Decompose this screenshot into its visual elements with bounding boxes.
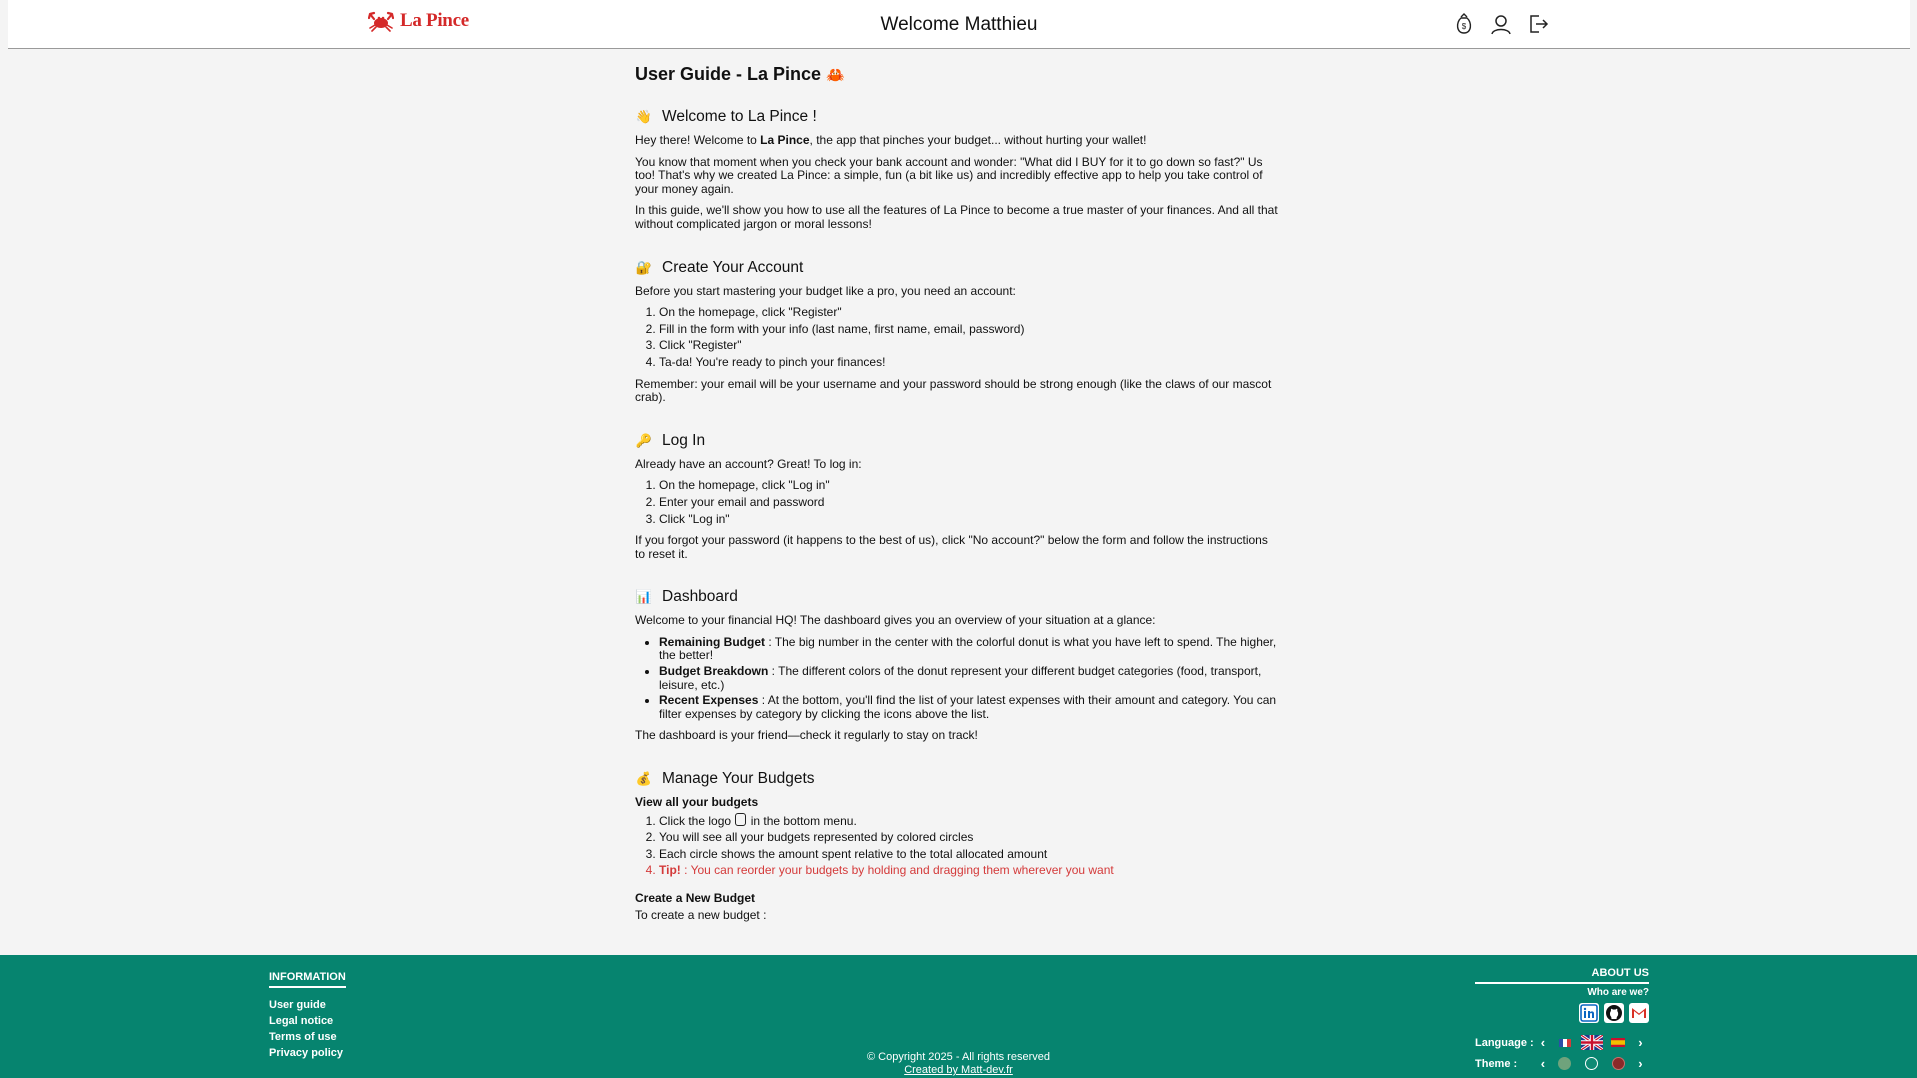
list-item: 1. On the homepage, click "Log in" [659, 479, 1280, 493]
chevron-left-icon[interactable]: ‹ [1540, 1056, 1546, 1071]
list-item: 2. Fill in the form with your info (last name, first name, email, password) [659, 323, 1280, 337]
section-welcome [635, 107, 1280, 232]
paragraph: Welcome to your financial HQ! The dashboard gives you an overview of your situation at a glance: [635, 613, 1156, 628]
footer-link-terms-of-use[interactable]: Terms of use [269, 1031, 337, 1043]
footer-about [1475, 967, 1649, 1074]
paragraph: If you forgot your password (it happens to the best of us), click "No account?" below the form and follow the instructions to reset it. [635, 533, 1268, 561]
language-label: Language : [1475, 1036, 1534, 1049]
theme-selector [1475, 1053, 1649, 1074]
footer-link-user-guide[interactable]: User guide [269, 999, 326, 1011]
footer [0, 955, 1917, 1078]
budget-logo-icon [735, 813, 746, 826]
section-heading: 🔑 Log In [635, 431, 706, 449]
paragraph: You know that moment when you check your bank account and wonder: "What did I BUY for it to go down so fast?" Us too! That's why we created La Pince: a simple, fun (a bit like us) and incredibly effective app to help you take control of your money again. [635, 154, 1263, 196]
footer-link-privacy-policy[interactable]: Privacy policy [269, 1047, 343, 1059]
theme-label: Theme : [1475, 1057, 1518, 1070]
section-heading: 🔐 Create Your Account [635, 258, 804, 276]
list-item: • Budget Breakdown : The different colors of the donut represent your different budget categories (food, transport, leisure, etc.) [659, 665, 1280, 692]
github-icon[interactable] [1604, 1003, 1624, 1023]
key-icon: 🔑 [635, 432, 653, 448]
steps-list [659, 813, 1280, 878]
section-log-in [635, 431, 1280, 562]
chart-icon: 📊 [635, 589, 653, 605]
list-item: 2. Enter your email and password [659, 496, 1280, 510]
user-guide-content [635, 62, 1280, 948]
section-heading: 💰 Manage Your Budgets [635, 770, 815, 788]
user-icon[interactable] [1490, 13, 1512, 35]
wave-icon: 👋 [635, 109, 653, 124]
list-item: 4. Ta-da! You're ready to pinch your finances! [659, 356, 1280, 370]
footer-information [269, 967, 346, 1061]
language-selector [1475, 1032, 1649, 1053]
welcome-title: Welcome Matthieu [880, 14, 1038, 35]
steps-list [659, 306, 1280, 369]
tip-item: 4. Tip! : You can reorder your budgets by holding and dragging them wherever you want [659, 864, 1280, 878]
flag-fr-icon[interactable] [1551, 1039, 1578, 1047]
list-item: • Remaining Budget : The big number in the center with the colorful donut is what you have left to spend. The higher, the better! [659, 636, 1280, 663]
copyright: © Copyright 2025 - All rights reserved Created by Matt-dev.fr [867, 1051, 1050, 1076]
bullet-list [659, 636, 1280, 722]
section-manage-budgets [635, 769, 1280, 922]
logo-text: La Pince [400, 10, 469, 31]
money-bag-emoji-icon: 💰 [635, 771, 653, 787]
subheading: Create a New Budget [635, 891, 756, 905]
flag-uk-icon[interactable] [1578, 1035, 1605, 1050]
list-item: 2. You will see all your budgets represented by colored circles [659, 831, 1280, 845]
steps-list [659, 479, 1280, 526]
money-bag-icon[interactable] [1453, 13, 1475, 35]
paragraph: Hey there! Welcome to La Pince, the app that pinches your budget... without hurting your wallet! [635, 133, 1147, 147]
section-heading: 👋 Welcome to La Pince ! [635, 108, 817, 125]
list-item: 1. On the homepage, click "Register" [659, 306, 1280, 320]
top-header [8, 0, 1910, 49]
chevron-right-icon[interactable]: › [1638, 1056, 1643, 1071]
flag-es-icon[interactable] [1605, 1038, 1632, 1047]
list-item: 3. Click "Log in" [659, 513, 1280, 527]
who-are-we-link[interactable]: Who are we? [1587, 987, 1649, 998]
gmail-icon[interactable] [1629, 1003, 1649, 1023]
crab-icon [368, 10, 394, 32]
logout-icon[interactable] [1527, 13, 1549, 35]
paragraph: In this guide, we'll show you how to use all the features of La Pince to become a true master of your finances. And all that without complicated jargon or moral lessons! [635, 203, 1278, 231]
linkedin-icon[interactable] [1579, 1003, 1599, 1023]
section-dashboard [635, 587, 1280, 743]
list-item: 3. Each circle shows the amount spent relative to the total allocated amount [659, 848, 1280, 862]
list-item: 1. Click the logo in the bottom menu. [659, 813, 1280, 829]
chevron-left-icon[interactable]: ‹ [1540, 1035, 1546, 1050]
lock-icon: 🔐 [635, 259, 653, 275]
about-title: ABOUT US [1475, 967, 1649, 984]
svg-text:$: $ [1461, 22, 1467, 31]
paragraph: Already have an account? Great! To log in: [635, 456, 862, 471]
paragraph: Remember: your email will be your username and your password should be strong enough (like the claws of our mascot crab). [635, 376, 1272, 405]
la-pince-logo[interactable] [368, 10, 469, 32]
paragraph: The dashboard is your friend—check it regularly to stay on track! [635, 728, 978, 743]
crab-emoji-icon: 🦀 [826, 67, 845, 84]
theme-option-red[interactable] [1605, 1057, 1632, 1070]
page-title: User Guide - La Pince 🦀 [635, 64, 845, 84]
section-create-account [635, 258, 1280, 405]
theme-option-teal[interactable] [1578, 1057, 1605, 1070]
footer-link-legal-notice[interactable]: Legal notice [269, 1015, 334, 1027]
created-by-link[interactable]: Created by Matt-dev.fr [904, 1064, 1013, 1076]
paragraph: Before you start mastering your budget like a pro, you need an account: [635, 283, 1016, 298]
subheading: View all your budgets [635, 795, 759, 810]
theme-option-sage[interactable] [1551, 1057, 1578, 1070]
chevron-right-icon[interactable]: › [1638, 1035, 1643, 1050]
paragraph: To create a new budget : [635, 907, 767, 922]
list-item: 3. Click "Register" [659, 339, 1280, 353]
information-title: INFORMATION [269, 971, 346, 988]
section-heading: 📊 Dashboard [635, 588, 738, 606]
list-item: • Recent Expenses : At the bottom, you'll find the list of your latest expenses with their amount and category. You can filter expenses by category by clicking the icons above the list. [659, 694, 1280, 721]
